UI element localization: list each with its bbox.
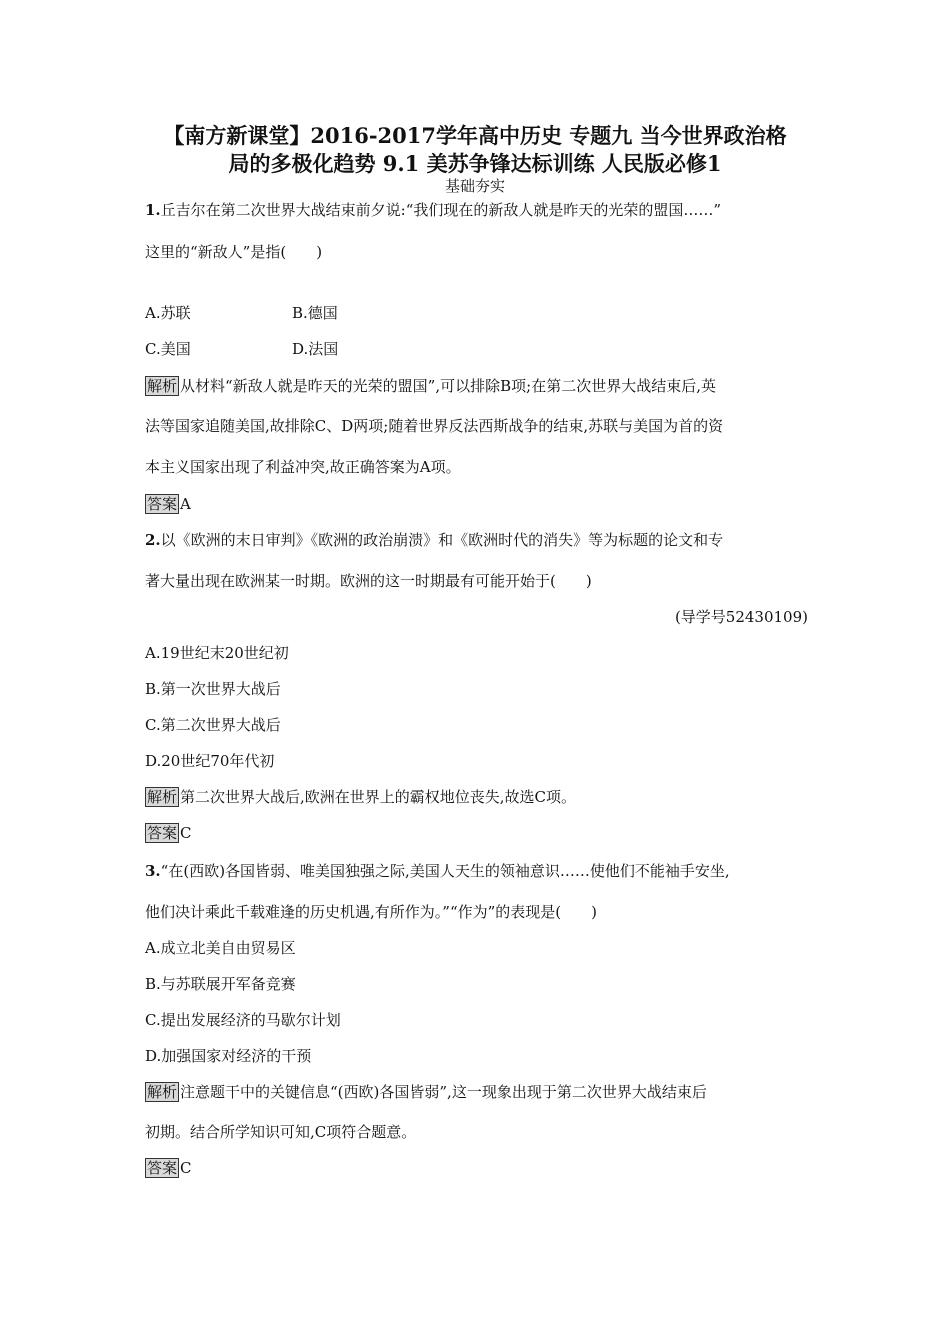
q3-analysis-tag: 解析 — [147, 1083, 178, 1101]
q2-option-b: B.第一次世界大战后 — [145, 680, 281, 698]
q3-analysis-line-1 — [145, 1081, 707, 1103]
q2-analysis-line-1 — [145, 786, 576, 808]
q2-answer-line — [145, 822, 192, 844]
q2-option-a: A.19世纪末20世纪初 — [145, 644, 289, 662]
q1-stem-text-1: 丘吉尔在第二次世界大战结束前夕说:“我们现在的新敌人就是昨天的光荣的盟国……” — [160, 201, 722, 219]
q2-number: 2. — [145, 531, 161, 549]
q3-analysis-line-2: 初期。结合所学知识可知,C项符合题意。 — [145, 1123, 417, 1141]
section-heading: 基础夯实 — [444, 177, 505, 195]
q3-answer-value: C — [180, 1159, 192, 1177]
q3-stem-line-1 — [145, 860, 730, 882]
document-title-line-2: 局的多极化趋势 9.1 美苏争锋达标训练 人民版必修1 — [228, 151, 722, 176]
q1-option-b: B.德国 — [292, 304, 338, 322]
q3-option-d: D.加强国家对经济的干预 — [145, 1047, 312, 1065]
q1-number: 1. — [145, 201, 161, 219]
q3-option-a: A.成立北美自由贸易区 — [145, 939, 296, 957]
q3-answer-tag: 答案 — [147, 1159, 178, 1177]
q1-option-d: D.法国 — [292, 340, 339, 358]
q3-stem-text-1: “在(西欧)各国皆弱、唯美国独强之际,美国人天生的领袖意识……使他们不能袖手安坐, — [160, 862, 730, 880]
q3-number: 3. — [145, 862, 161, 880]
document-title-line-1: 【南方新课堂】2016-2017学年高中历史 专题九 当今世界政治格 — [163, 123, 787, 148]
q1-answer-value: A — [180, 495, 191, 513]
q2-analysis-tag: 解析 — [147, 788, 178, 806]
q2-answer-value: C — [180, 824, 192, 842]
q2-answer-tag: 答案 — [147, 824, 178, 842]
q2-stem-text-1: 以《欧洲的末日审判》《欧洲的政治崩溃》和《欧洲时代的消失》等为标题的论文和专 — [160, 531, 724, 549]
q1-answer-tag: 答案 — [147, 495, 178, 513]
q2-stem-line-1 — [145, 529, 723, 551]
q1-analysis-line-3: 本主义国家出现了利益冲突,故正确答案为A项。 — [145, 458, 461, 476]
q1-analysis-tag: 解析 — [147, 377, 178, 395]
q1-stem-line-1 — [145, 199, 721, 221]
q1-answer-line — [145, 493, 191, 515]
q3-analysis-text-1: 注意题干中的关键信息“(西欧)各国皆弱”,这一现象出现于第二次世界大战结束后 — [180, 1083, 707, 1101]
q2-option-d: D.20世纪70年代初 — [145, 752, 275, 770]
q2-reference-number: (导学号52430109) — [674, 608, 808, 626]
q3-answer-line — [145, 1157, 192, 1179]
q2-stem-line-2: 著大量出现在欧洲某一时期。欧洲的这一时期最有可能开始于( ) — [145, 572, 592, 590]
q2-analysis-text-1: 第二次世界大战后,欧洲在世界上的霸权地位丧失,故选C项。 — [180, 788, 577, 806]
q2-option-c: C.第二次世界大战后 — [145, 716, 281, 734]
q1-option-c: C.美国 — [145, 340, 191, 358]
q3-stem-line-2: 他们决计乘此千载难逢的历史机遇,有所作为。”“作为”的表现是( ) — [145, 903, 597, 921]
q1-stem-line-2: 这里的“新敌人”是指( ) — [145, 243, 323, 261]
q1-analysis-line-2: 法等国家追随美国,故排除C、D两项;随着世界反法西斯战争的结束,苏联与美国为首的资 — [145, 417, 724, 435]
q1-option-a: A.苏联 — [145, 304, 191, 322]
q1-analysis-line-1 — [145, 375, 716, 397]
q3-option-b: B.与苏联展开军备竞赛 — [145, 975, 296, 993]
q1-analysis-text-1: 从材料“新敌人就是昨天的光荣的盟国”,可以排除B项;在第二次世界大战结束后,英 — [180, 377, 716, 395]
q3-option-c: C.提出发展经济的马歇尔计划 — [145, 1011, 341, 1029]
